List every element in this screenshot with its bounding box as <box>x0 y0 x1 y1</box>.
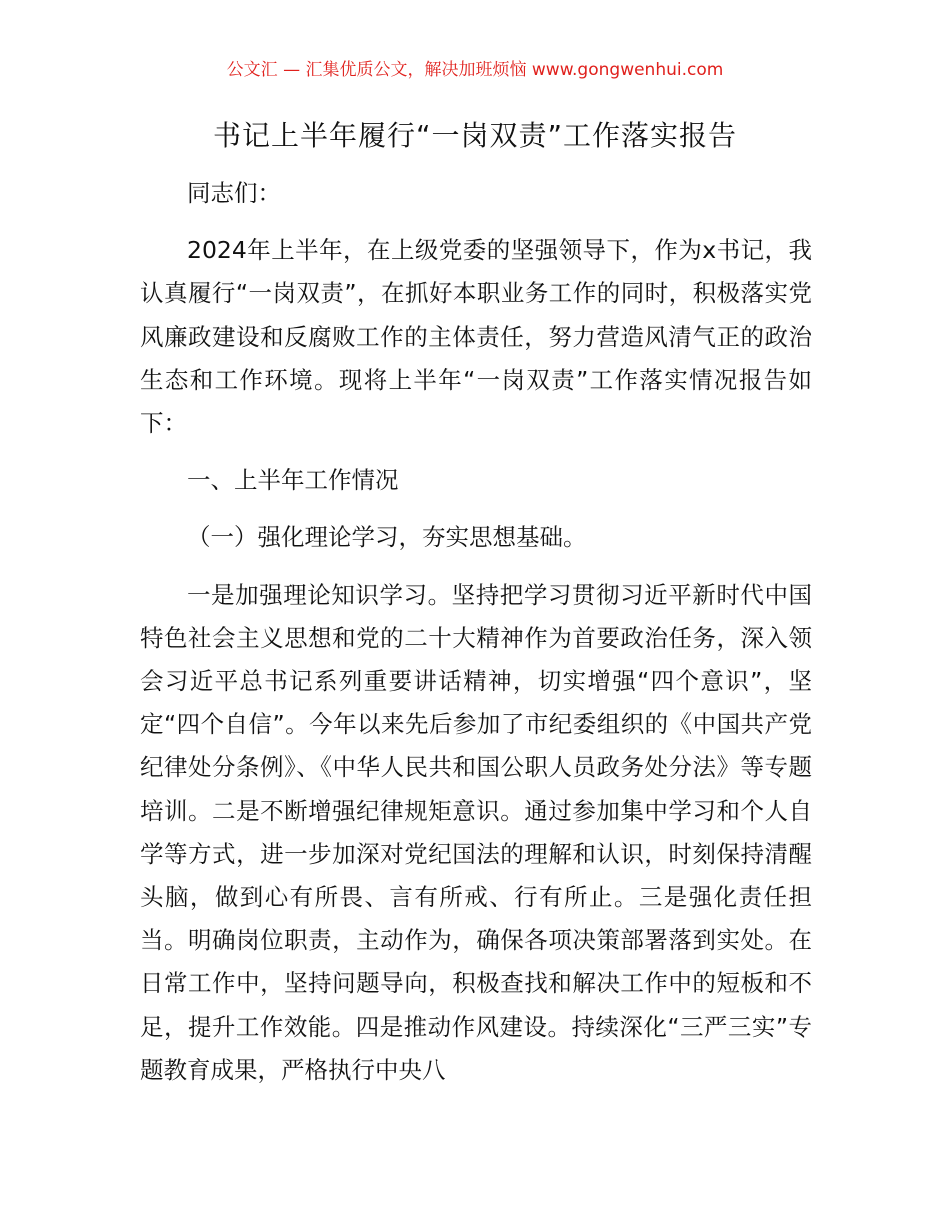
intro-paragraph: 2024年上半年，在上级党委的坚强领导下，作为x书记，我认真履行“一岗双责”，在抓好本职业务工作的同时，积极落实党风廉政建设和反腐败工作的主体责任，努力营造风清气正的政治生态和工作环境。现将上半年“一岗双责”工作落实情况报告如下： <box>140 236 812 438</box>
header-banner: 公文汇 — 汇集优质公文，解决加班烦恼 www.gongwenhui.com <box>226 60 724 80</box>
subsection-heading: （一）强化理论学习，夯实思想基础。 <box>187 523 587 552</box>
document-title: 书记上半年履行“一岗双责”工作落实报告 <box>212 119 737 152</box>
subsection-paragraph: 一是加强理论知识学习。坚持把学习贯彻习近平新时代中国特色社会主义思想和党的二十大精神作为首要政治任务，深入领会习近平总书记系列重要讲话精神，切实增强“四个意识”，坚定“四个自信”。今年以来先后参加了市纪委组织的《中国共产党纪律处分条例》、《中华人民共和国公职人员政务处分法》等专题培训。二是不断增强纪律规矩意识。通过参加集中学习和个人自学等方式，进一步加深对党纪国法的理解和认识，时刻保持清醒头脑，做到心有所畏、言有所戒、行有所止。三是强化责任担当。明确岗位职责，主动作为，确保各项决策部署落到实处。在日常工作中，坚持问题导向，积极查找和解决工作中的短板和不足，提升工作效能。四是推动作风建设。持续深化“三严三实”专题教育成果，严格执行中央八 <box>140 580 812 1084</box>
greeting: 同志们： <box>187 179 281 207</box>
document-body <box>140 172 812 1106</box>
section-heading: 一、上半年工作情况 <box>187 466 399 495</box>
